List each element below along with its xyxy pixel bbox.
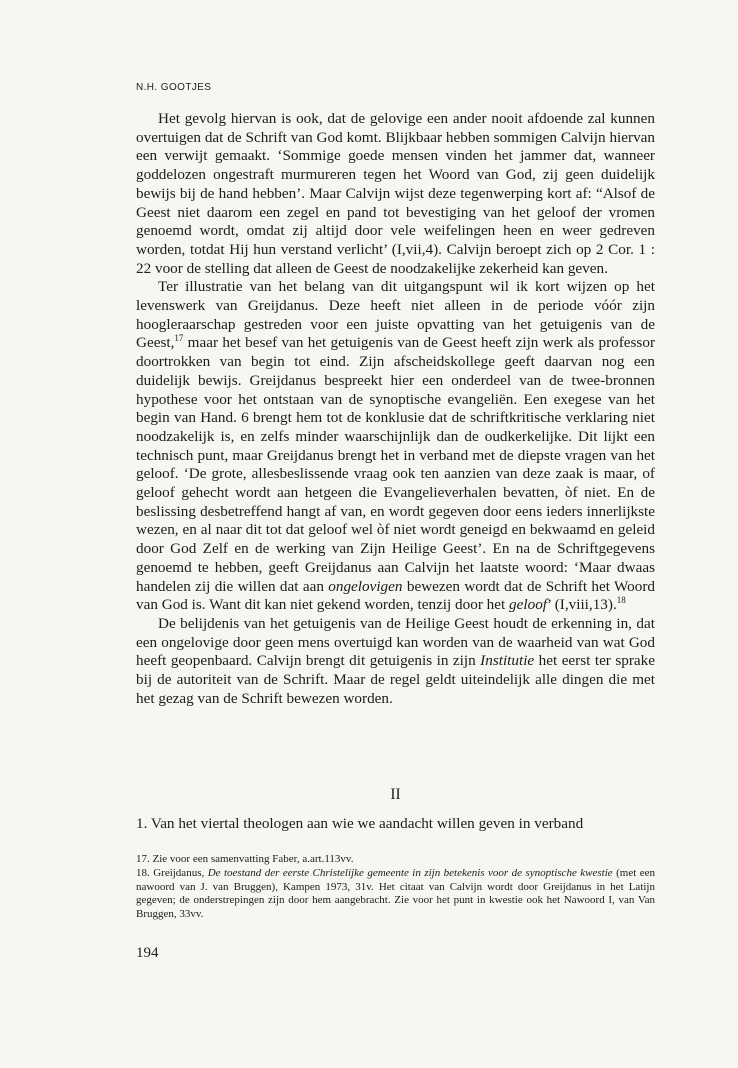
running-head: N.H. GOOTJES <box>136 82 212 93</box>
section-heading: II <box>390 786 401 803</box>
body-text <box>136 110 655 709</box>
footnote-ref-17[interactable]: 17 <box>174 333 184 344</box>
paragraph-3: De belijdenis van het getuigenis van de Heilige Geest houdt de erkenning in, dat een ongelovige door geen mens overtuigd kan worden van de waarheid van wat God heeft geopenbaard. Calvijn brengt dit getuigenis in zijn Institutie het eerst ter sprake bij de autoriteit van de Schrift. Maar de regel geldt uiteindelijk alle dingen die met het gezag van de Schrift bewezen worden. <box>136 614 655 707</box>
page-number: 194 <box>136 945 159 961</box>
footnote-18: 18. Greijdanus, De toestand der eerste Christelijke gemeente in zijn betekenis voor de synoptische kwestie (met een nawoord van J. van Bruggen), Kampen 1973, 31v. Het citaat van Calvijn wordt door Greijdanus in het Latijn gegeven; de onderstrepingen zijn door hem aangebracht. Zie voor het punt in kwestie ook het Nawoord I, van Van Bruggen, 33vv. <box>136 866 656 921</box>
footnote-ref-18[interactable]: 18 <box>616 595 626 606</box>
footnotes <box>136 853 655 922</box>
paragraph-1: Het gevolg hiervan is ook, dat de gelovige een ander nooit afdoende zal kunnen overtuigen dat de Schrift van God komt. Blijkbaar hebben sommigen Calvijn hiervan een verwijt gemaakt. ‘Sommige goede mensen vinden het jammer dat, wanneer goddelozen ongestraft murmureren tegen het Woord van God, zij geen duidelijk bewijs bij de hand hebben’. Maar Calvijn wijst deze tegenwerping kort af: “Alsof de Geest niet daarom een zegel en pand tot bevestiging van het geloof der vromen genoemd wordt, omdat zij altijd door vele weifelingen heen en weer gedreven worden, totdat Hij hun verstand verlicht’ (I,vii,4). Calvijn beroept zich op 2 Cor. 1 : 22 voor de stelling dat alleen de Geest de noodzakelijke zekerheid kan geven. <box>136 110 655 277</box>
footnote-17: 17. Zie voor een samenvatting Faber, a.art.113vv. <box>136 853 354 865</box>
section-first-line: 1. Van het viertal theologen aan wie we aandacht willen geven in verband <box>136 815 584 832</box>
paragraph-2: Ter illustratie van het belang van dit uitgangspunt wil ik kort wijzen op het levenswerk van Greijdanus. Deze heeft niet alleen in de periode vóór zijn hoogleraarschap gestreden voor een juiste opvatting van het getuigenis van de Geest,$^{17}$ maar het besef van het getuigenis van de Geest heeft zijn werk als professor doortrokken van begin tot eind. Zijn afscheidskollege geeft daarvan nog een duidelijk bewijs. Greijdanus bespreekt hier een onderdeel van de twee-bronnen hypothese voor het ontstaan van de synoptische evangeliën. Een exegese van het begin van Hand. 6 brengt hem tot de konklusie dat de schriftkritische verklaring niet noodzakelijk is, en zelfs minder waarschijnlijk dan de oudkerkelijke. Dit lijkt een technisch punt, maar Greijdanus brengt het in verband met de diepste vragen van het geloof. ‘De grote, allesbeslissende vraag ook ten aanzien van deze zaak is maar, of geloof gehecht wordt aan hetgeen die Evangelieverhalen bevatten, òf niet. En de beslissing desbetreffend hangt af van, en wordt gegeven door eens ieders innerlijkste wezen, en al naar dit tot dat geloof wel òf niet wordt geneigd en bekwaamd en geleid door God Zelf en de werking van Zijn Heilige Geest’. En na de Schriftgegevens genoemd te hebben, geeft Greijdanus aan Calvijn het laatste woord: ‘Maar dwaas handelen zij die willen dat aan ongelovigen bewezen wordt dat de Schrift het Woord van God is. Want dit kan niet gekend worden, tenzij door het geloof’ (I,viii,13).$^{18}$ <box>136 278 655 614</box>
